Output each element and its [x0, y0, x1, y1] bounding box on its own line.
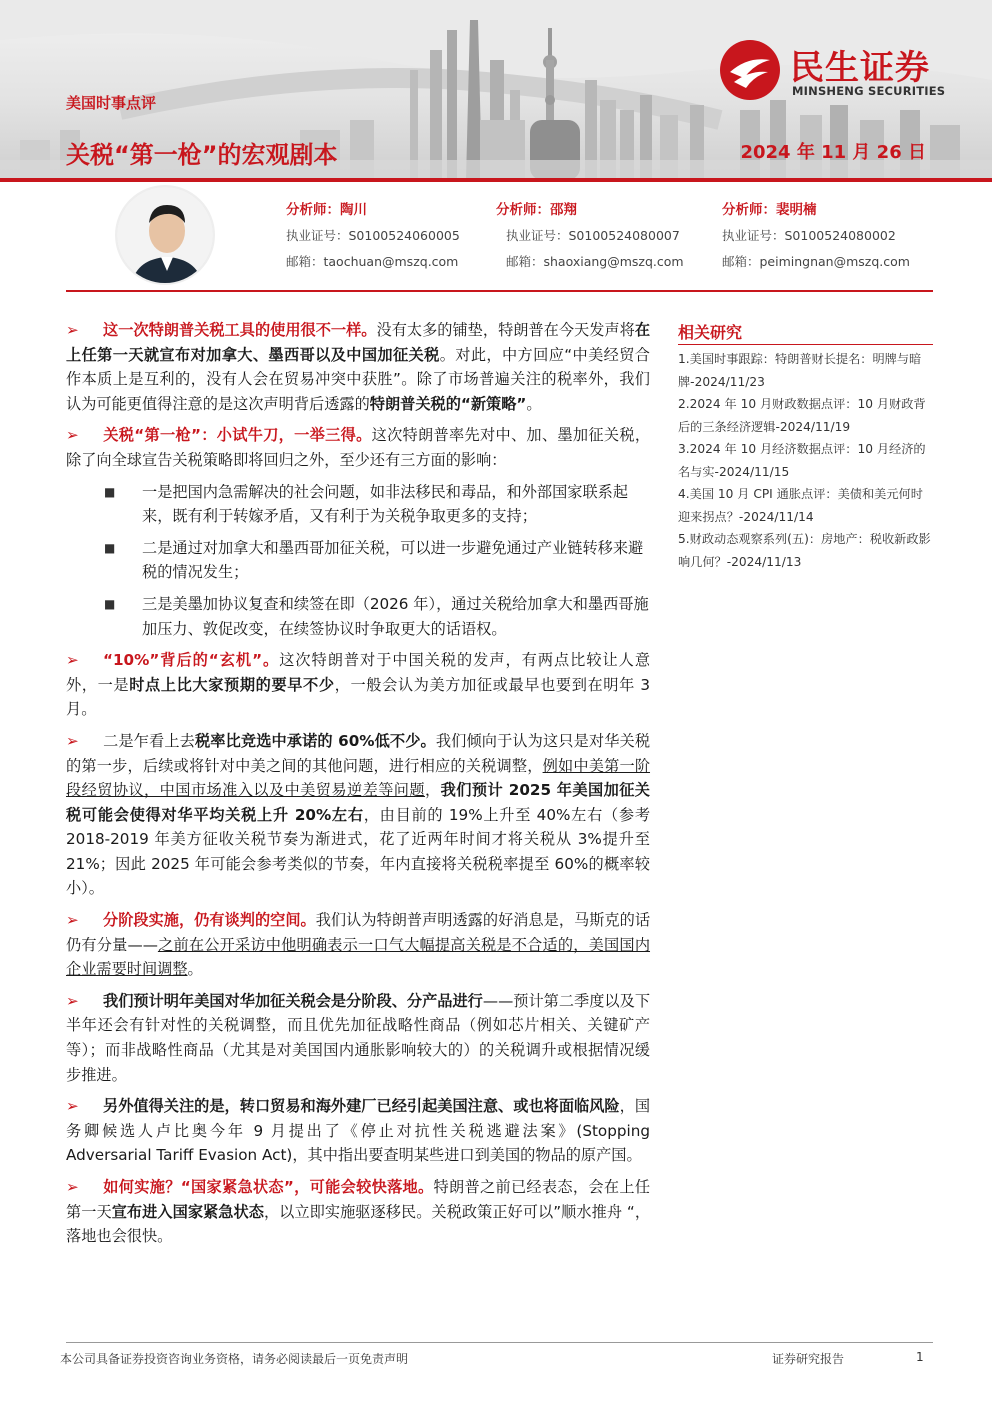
related-research-item[interactable]: 4.美国 10 月 CPI 通胀点评：美债和美元何时迎来拐点？-2024/11/14 — [678, 487, 923, 524]
header-banner — [0, 0, 992, 180]
analyst-cert: 执业证号：S0100524080007 — [506, 228, 680, 243]
analyst-email[interactable]: 邮箱：taochuan@mszq.com — [286, 254, 459, 269]
arrow-marker-icon: ➢ — [66, 1097, 79, 1116]
square-bullet-icon: ■ — [104, 540, 116, 555]
analyst-card-1 — [286, 198, 460, 274]
related-research-title: 相关研究 — [678, 323, 743, 342]
related-research-item[interactable]: 1.美国时事跟踪：特朗普财长提名：明牌与暗牌-2024/11/23 — [678, 352, 922, 389]
logo-english-text: MINSHENG SECURITIES — [792, 84, 946, 98]
header-divider — [66, 290, 933, 292]
report-body — [66, 318, 650, 1256]
paragraph-7: ➢ 另外值得关注的是，转口贸易和海外建厂已经引起美国注意、或也将面临风险，国务卿候选人卢比奥今年 9 月提出了《停止对抗性关税逃避法案》(Stopping Adversarial Tariff Evasion Act)，其中指出要查明某些进口到美国的物品的原产国。 — [66, 1094, 650, 1168]
arrow-marker-icon: ➢ — [66, 911, 79, 930]
footer-disclaimer: 本公司具备证券投资咨询业务资格，请务必阅读最后一页免责声明 — [60, 1352, 409, 1366]
sub-point-3: ■ 三是美墨加协议复查和续签在即（2026 年），通过关税给加拿大和墨西哥施加压力、敦促改变，在续签协议时争取更大的话语权。 — [104, 592, 650, 641]
analyst-card-2 — [496, 198, 684, 274]
analyst-email[interactable]: 邮箱：peimingnan@mszq.com — [722, 254, 910, 269]
sidebar-divider — [678, 344, 933, 345]
arrow-marker-icon: ➢ — [66, 426, 79, 445]
page-number: 1 — [916, 1350, 924, 1364]
sub-point-1: ■ 一是把国内急需解决的社会问题，如非法移民和毒品，和外部国家联系起来，既有利于转嫁矛盾，又有利于为关税争取更多的支持； — [104, 480, 650, 529]
footer-divider — [66, 1342, 933, 1343]
arrow-marker-icon: ➢ — [66, 651, 79, 670]
report-title: 关税“第一枪”的宏观剧本 — [66, 141, 338, 169]
footer-report-type: 证券研究报告 — [772, 1352, 845, 1366]
analyst-name: 分析师：邵翔 — [496, 202, 577, 218]
analyst-name: 分析师：裴明楠 — [722, 202, 817, 218]
paragraph-1: ➢ 这一次特朗普关税工具的使用很不一样。没有太多的铺垫，特朗普在今天发声将在上任第一天就宣布对加拿大、墨西哥以及中国加征关税。对此，中方回应“中美经贸合作本质上是互利的，没有人会在贸易冲突中获胜”。除了市场普遍关注的税率外，我们认为可能更值得注意的是这次声明背后透露的特朗普关税的“新策略”。 — [66, 318, 650, 416]
minsheng-logo-icon — [718, 38, 782, 102]
report-category: 美国时事点评 — [66, 94, 157, 112]
square-bullet-icon: ■ — [104, 484, 116, 499]
related-research-item[interactable]: 3.2024 年 10 月经济数据点评：10 月经济的名与实-2024/11/15 — [678, 442, 926, 479]
sub-point-2: ■ 二是通过对加拿大和墨西哥加征关税，可以进一步避免通过产业链转移来避税的情况发生； — [104, 536, 650, 585]
paragraph-4: ➢ 二是乍看上去税率比竞选中承诺的 60%低不少。我们倾向于认为这只是对华关税的第一步，后续或将针对中美之间的其他问题，进行相应的关税调整，例如中美第一阶段经贸协议，中国市场准入以及中美贸易逆差等问题，我们预计 2025 年美国加征关税可能会使得对华平均关税上升 20%左右，由目前的 19%上升至 40%左右（参考 2018-2019 年美方征收关税节奏为渐进式，花了近两年时间才将关税从 3%提升至 21%；因此 2025 年可能会参考类似的节奏，年内直接将关税税率提至 60%的概率较小）。 — [66, 729, 650, 901]
related-research-list — [678, 348, 933, 573]
related-research-item[interactable]: 5.财政动态观察系列(五)：房地产：税收新政影响几何？-2024/11/13 — [678, 532, 931, 569]
logo-chinese-text: 民生证券 — [790, 48, 930, 88]
paragraph-6: ➢ 我们预计明年美国对华加征关税会是分阶段、分产品进行——预计第二季度以及下半年还会有针对性的关税调整，而且优先加征战略性商品（例如芯片相关、关键矿产等）；而非战略性商品（尤其是对美国国内通胀影响较大的）的关税调升或根据情况缓步推进。 — [66, 989, 650, 1087]
paragraph-5: ➢ 分阶段实施，仍有谈判的空间。我们认为特朗普声明透露的好消息是，马斯克的话仍有分量——之前在公开采访中他明确表示一口气大幅提高关税是不合适的，美国国内企业需要时间调整。 — [66, 908, 650, 982]
arrow-marker-icon: ➢ — [66, 1178, 79, 1196]
analyst-card-3 — [722, 198, 910, 274]
analyst-name: 分析师：陶川 — [286, 202, 367, 218]
analyst-cert: 执业证号：S0100524060005 — [286, 228, 460, 243]
paragraph-2: ➢ 关税“第一枪”：小试牛刀，一举三得。这次特朗普率先对中、加、墨加征关税，除了向全球宣告关税策略即将回归之外，至少还有三方面的影响： — [66, 423, 650, 472]
arrow-marker-icon: ➢ — [66, 991, 79, 1010]
paragraph-3: ➢ “10%”背后的“玄机”。这次特朗普对于中国关税的发声，有两点比较让人意外，一是时点上比大家预期的要早不少，一般会认为美方加征或最早也要到在明年 3 月。 — [66, 648, 650, 722]
brand-logo — [718, 38, 968, 102]
analyst-cert: 执业证号：S0100524080002 — [722, 228, 896, 243]
arrow-marker-icon: ➢ — [66, 321, 79, 339]
analyst-photo-icon — [117, 187, 215, 285]
report-date: 2024 年 11 月 26 日 — [740, 142, 926, 163]
analyst-avatar — [115, 185, 215, 285]
analyst-email[interactable]: 邮箱：shaoxiang@mszq.com — [506, 254, 684, 269]
paragraph-8: ➢ 如何实施？“国家紧急状态”，可能会较快落地。特朗普之前已经表态，会在上任第一天宣布进入国家紧急状态，以立即实施驱逐移民。关税政策正好可以”顺水推舟 “，落地也会很快。 — [66, 1175, 650, 1249]
banner-divider — [0, 178, 992, 182]
related-research-item[interactable]: 2.2024 年 10 月财政数据点评：10 月财政背后的三条经济逻辑-2024/11/19 — [678, 397, 926, 434]
square-bullet-icon: ■ — [104, 596, 116, 611]
arrow-marker-icon: ➢ — [66, 731, 79, 750]
